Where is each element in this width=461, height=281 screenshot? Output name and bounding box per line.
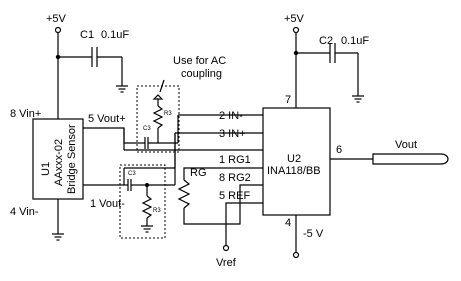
bottom-r3-label: R3	[153, 208, 161, 214]
u2-part: INA118/BB	[267, 165, 321, 177]
c1-ground-symbol	[116, 86, 128, 92]
u2-pin-4: 4	[285, 217, 292, 229]
u1-desc: Bridge Sensor	[66, 124, 78, 194]
u1-pin-vin-minus: 4 Vin-	[10, 206, 39, 218]
top-r3-label: R3	[164, 111, 172, 117]
u1-ground-symbol	[52, 199, 64, 240]
bottom-resistor-r3	[143, 196, 151, 218]
u2-pin-rg1: 1 RG1	[219, 154, 251, 166]
top-resistor-r3	[154, 106, 162, 128]
u2-pin-in-minus: 2 IN-	[219, 110, 243, 122]
u1-pin-vout-plus: 5 Vout+	[88, 113, 126, 125]
u2-instrumentation-amp	[219, 94, 342, 229]
negative-5v-supply	[294, 215, 324, 258]
u1-bridge-sensor	[10, 108, 126, 218]
negative-5v-label: -5 V	[303, 228, 324, 240]
c1-value: 0.1uF	[101, 29, 130, 41]
u2-pin-in-plus: 3 IN+	[219, 128, 246, 140]
ac-note-line2: coupling	[181, 68, 222, 80]
c1-label: C1	[80, 29, 95, 41]
u1-part: AAxxx-02	[53, 138, 65, 186]
c2-value: 0.1uF	[341, 35, 370, 47]
right-5v-label: +5V	[284, 13, 304, 25]
ac-note-pointer	[160, 80, 164, 92]
u2-pin-rg2: 8 RG2	[219, 172, 251, 184]
output-arrow-icon	[373, 154, 448, 164]
left-5v-supply	[46, 13, 67, 119]
top-reference-arrow-icon	[154, 95, 162, 99]
bottom-c3-label: C3	[128, 171, 136, 177]
ac-note-line1: Use for AC	[173, 55, 227, 67]
u1-pin-vin-plus: 8 Vin+	[10, 108, 42, 120]
output-label: Vout	[395, 139, 418, 151]
u1-ref: U1	[40, 161, 52, 176]
capacitor-c2	[296, 35, 369, 96]
u2-ref: U2	[287, 153, 302, 165]
u2-pin-7: 7	[285, 94, 292, 106]
u1-pin-vout-minus: 1 Vout-	[90, 198, 125, 210]
top-c3-label: C3	[143, 126, 151, 132]
rg-label: RG	[190, 167, 207, 179]
left-5v-label: +5V	[46, 13, 66, 25]
c2-label: C2	[319, 35, 334, 47]
capacitor-c1	[58, 29, 129, 86]
u2-pin-ref: 5 REF	[219, 190, 251, 202]
c2-ground-symbol	[352, 96, 364, 102]
ac-coupling-box-bottom	[120, 165, 175, 238]
vref-label: Vref	[216, 257, 236, 269]
u2-pin-6: 6	[336, 144, 343, 156]
output-connector	[330, 139, 448, 164]
